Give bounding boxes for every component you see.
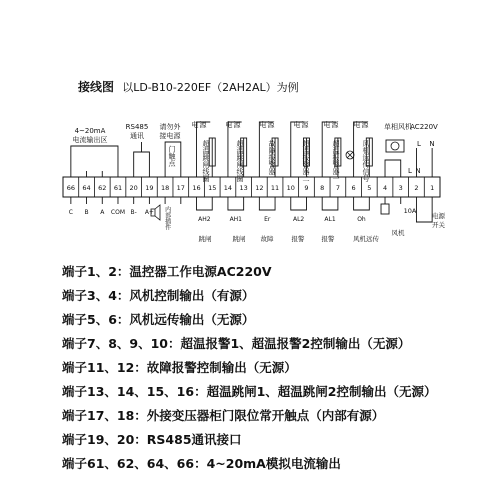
terminal-12: 12 — [255, 184, 264, 192]
device-tag: Er — [264, 216, 271, 223]
bottom-label: A+ — [144, 209, 154, 216]
terminal-15: 15 — [208, 184, 217, 192]
terminal-5: 5 — [367, 184, 372, 192]
power-letter-l1: L — [408, 167, 412, 175]
relay-contact — [197, 204, 213, 210]
bottom-group-trip1: 跳闸 — [198, 235, 212, 243]
external-power-label-1: 请勿外 — [159, 123, 181, 131]
desc-terminal-19-20: 端子19、20：RS485通讯接口 — [62, 432, 242, 447]
bottom-group-fan-remote: 风机远传 — [353, 235, 379, 243]
rs485-bracket — [134, 152, 150, 171]
terminal-13: 13 — [239, 184, 248, 192]
alarm2-power-label-2: 源 — [331, 121, 339, 129]
bottom-group-trip2: 跳闸 — [232, 235, 246, 243]
relay-contact — [322, 204, 338, 210]
fan-remote-power-label-2: 源 — [361, 121, 369, 129]
terminal-7: 7 — [335, 184, 340, 192]
terminal-8: 8 — [320, 184, 325, 192]
relay-contact — [291, 204, 307, 210]
fault-power-label: 电 — [259, 121, 267, 129]
terminal-64: 64 — [82, 184, 91, 192]
trip2-coil-label: 超温跳闸线圈 — [236, 140, 244, 182]
terminal-16: 16 — [192, 184, 201, 192]
relay-contact — [259, 204, 275, 210]
title-main: 接线图 — [78, 80, 115, 94]
desc-terminal-13-16: 端子13、14、15、16：超温跳闸1、超温跳闸2控制输出（无源） — [62, 384, 437, 399]
terminal-14: 14 — [223, 184, 233, 192]
analog-output-label-2: 电流输出区 — [72, 136, 108, 144]
terminal-10: 10 — [286, 184, 295, 192]
bottom-group-alarm1: 报警 — [291, 235, 305, 243]
fault-device-label: 故障报警器 — [268, 140, 276, 175]
alarm1-power-label: 电 — [293, 121, 301, 129]
desc-terminal-11-12: 端子11、12：故障报警控制输出（无源） — [62, 360, 297, 375]
breaker-label-2: 开关 — [432, 221, 445, 229]
alarm2-device-label: 超温报警器二 — [302, 140, 310, 182]
alarm1-power-label-2: 源 — [301, 121, 309, 129]
trip1-power-label: 电 — [191, 121, 199, 129]
power-letter-n2: N — [429, 140, 435, 148]
terminal-17: 17 — [176, 184, 185, 192]
single-fan-label: 单相风机 — [384, 123, 412, 131]
analog-output-bracket — [71, 146, 118, 171]
bottom-label: A — [100, 209, 105, 216]
ac220-label: AC220V — [410, 123, 438, 131]
fan-breaker-rating: 10A — [403, 207, 417, 215]
desc-terminal-61-66: 端子61、62、64、66：4~20mA模拟电流输出 — [62, 456, 341, 471]
terminal-66: 66 — [66, 184, 75, 192]
bottom-group-fan: 风机 — [391, 229, 405, 237]
terminal-1: 1 — [430, 184, 435, 192]
fan-rotor-icon — [391, 142, 399, 150]
fan-output-wire — [385, 160, 401, 171]
bottom-group-fault: 故障 — [260, 235, 274, 243]
external-power-label-2: 接电源 — [159, 132, 181, 140]
terminal-61: 61 — [113, 184, 123, 192]
terminal-11: 11 — [270, 184, 280, 192]
bottom-label: C — [68, 209, 73, 216]
terminal-20: 20 — [129, 184, 138, 192]
bottom-label: COM — [110, 209, 126, 216]
title-sub: 以LD-B10-220EF（2AH2AL）为例 — [122, 81, 299, 94]
relay-contact — [354, 204, 370, 210]
terminal-18: 18 — [160, 184, 170, 192]
device-tag: AH1 — [229, 216, 243, 223]
desc-terminal-3-4: 端子3、4：风机控制输出（有源） — [62, 288, 255, 303]
terminal-9: 9 — [304, 184, 309, 192]
bottom-label: B- — [130, 209, 137, 216]
terminal-3: 3 — [398, 184, 403, 192]
device-tag: AL2 — [292, 216, 305, 223]
bottom-label: B — [84, 209, 89, 216]
alarm2-power-label: 电 — [323, 121, 331, 129]
speaker-cone-icon — [155, 205, 160, 220]
terminal-62: 62 — [98, 184, 107, 192]
terminal-19: 19 — [145, 184, 154, 192]
desc-terminal-1-2: 端子1、2：温控器工作电源AC220V — [62, 264, 272, 279]
fan-signal-label: 风机远传信号 — [362, 140, 370, 182]
trip2-power-label-2: 源 — [233, 121, 241, 129]
fault-power-label-2: 源 — [267, 121, 275, 129]
fan-fuse-box — [381, 204, 389, 214]
trip2-power-label: 电 — [225, 121, 233, 129]
internal-plugin-label: 内部插件 — [163, 206, 171, 230]
desc-terminal-7-10: 端子7、8、9、10：超温报警1、超温报警2控制输出（无源） — [62, 336, 411, 351]
power-letter-n1: N — [415, 167, 421, 175]
rs485-label: RS485 — [125, 123, 149, 131]
device-tag: Oh — [357, 216, 366, 223]
power-letter-l2: L — [417, 140, 421, 148]
fan-remote-power-label: 电 — [353, 121, 361, 129]
door-contact-label: 门触点 — [168, 145, 176, 167]
desc-terminal-17-18: 端子17、18：外接变压器柜门限位常开触点（内部有源） — [62, 408, 385, 423]
terminal-4: 4 — [382, 184, 388, 192]
terminal-2: 2 — [414, 184, 419, 192]
device-tag: AH2 — [198, 216, 211, 223]
alarm1-device-label: 超温报警器一 — [332, 140, 340, 182]
trip1-coil-label: 超温跳闸线圈 — [202, 140, 210, 182]
device-tag: AL1 — [324, 216, 336, 223]
power-switch-wire — [416, 204, 432, 222]
trip1-power-label-2: 源 — [199, 121, 207, 129]
bottom-group-alarm2: 报警 — [321, 235, 335, 243]
rs485-comm-label: 通讯 — [130, 132, 144, 140]
analog-output-label-1: 4~20mA — [74, 127, 106, 135]
breaker-label-1: 电源 — [432, 212, 445, 220]
terminal-6: 6 — [351, 184, 356, 192]
desc-terminal-5-6: 端子5、6：风机远传输出（无源） — [62, 312, 255, 327]
relay-contact — [228, 204, 244, 210]
